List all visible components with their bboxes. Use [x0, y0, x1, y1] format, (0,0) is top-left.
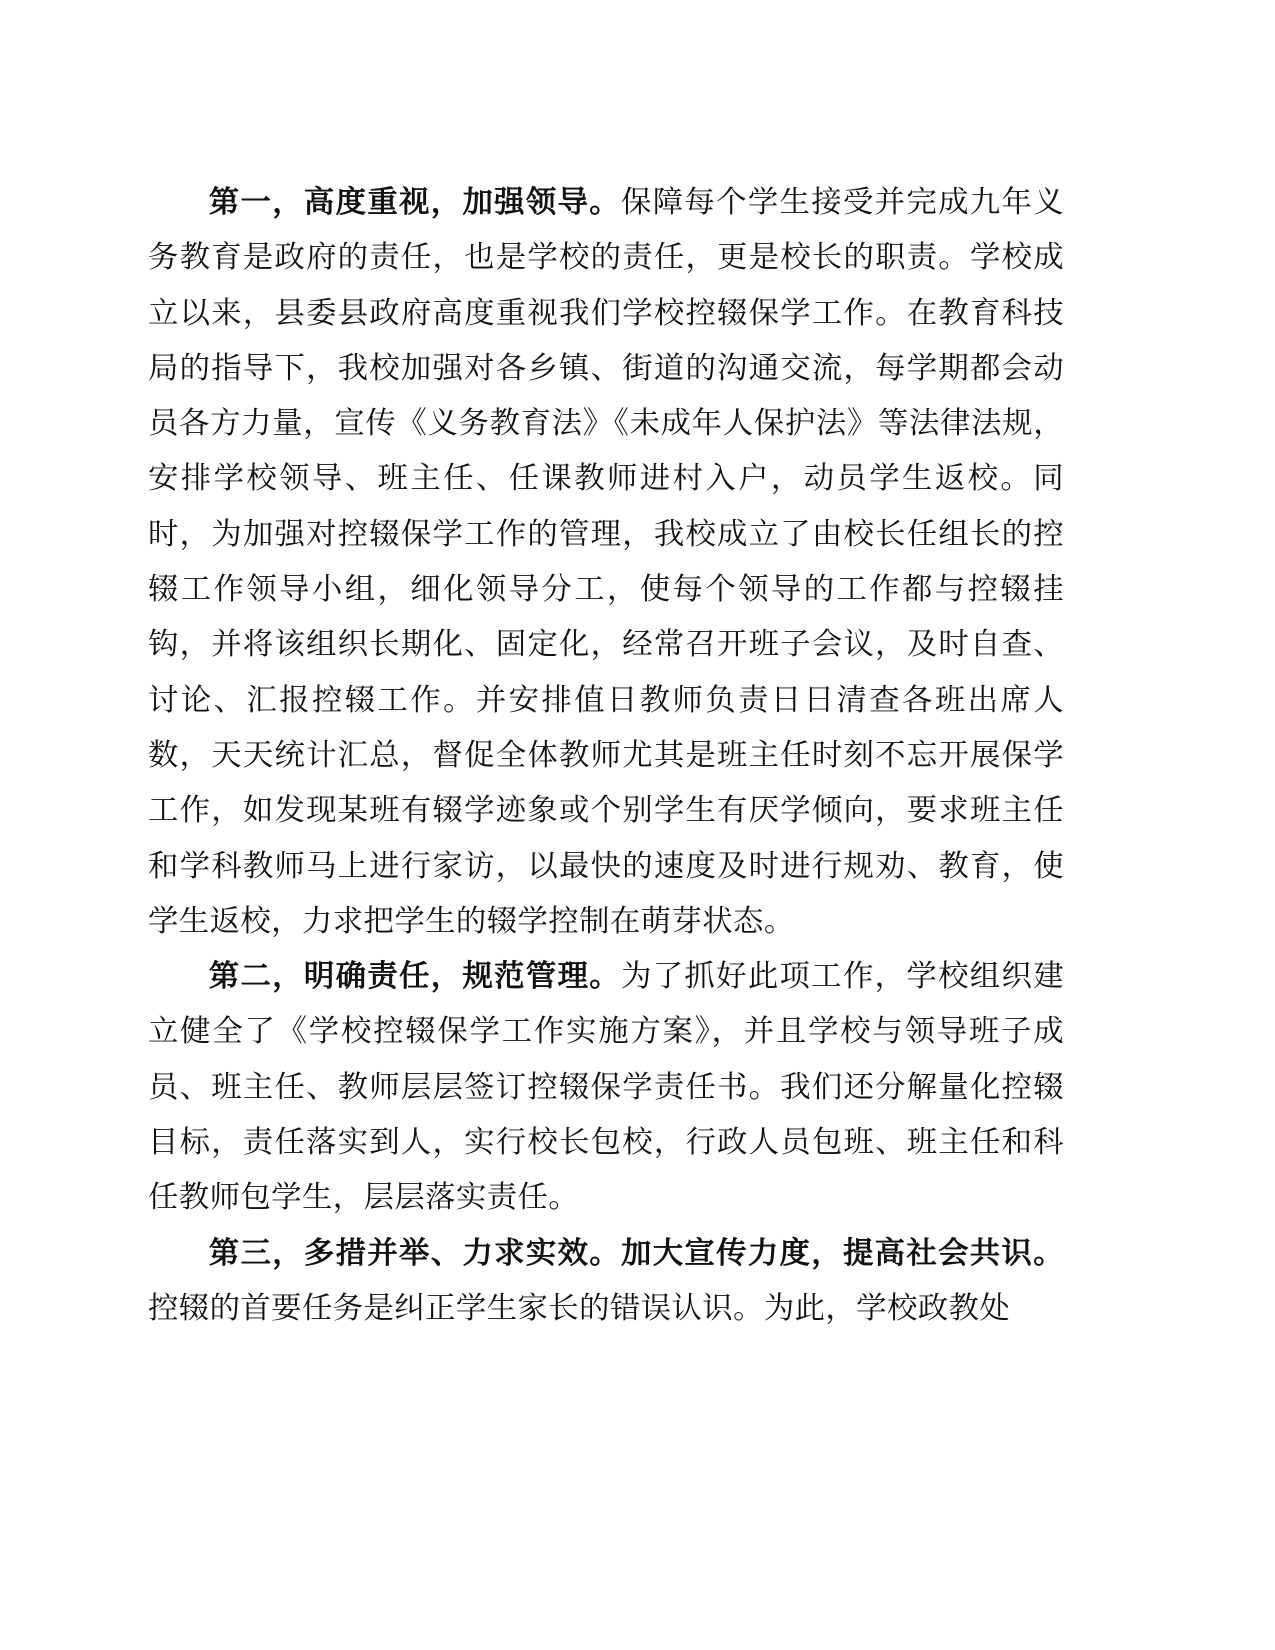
paragraph-1: [148, 175, 1064, 949]
paragraph-2-text: 为了抓好此项工作，学校组织建立健全了《学校控辍保学工作实施方案》，并且学校与领导班子成员、班主任、教师层层签订控辍保学责任书。我们还分解量化控辍目标，责任落实到人，实行校长包校，行政人员包班、班主任和科任教师包学生，层层落实责任。: [148, 959, 1064, 1216]
paragraph-1-text: 保障每个学生接受并完成九年义务教育是政府的责任，也是学校的责任，更是校长的职责。学校成立以来，县委县政府高度重视我们学校控辍保学工作。在教育科技局的指导下，我校加强对各乡镇、街道的沟通交流，每学期都会动员各方力量，宣传《义务教育法》《未成年人保护法》等法律法规，安排学校领导、班主任、任课教师进村入户，动员学生返校。同时，为加强对控辍保学工作的管理，我校成立了由校长任组长的控辍工作领导小组，细化领导分工，使每个领导的工作都与控辍挂钩，并将该组织长期化、固定化，经常召开班子会议，及时自查、讨论、汇报控辍工作。并安排值日教师负责日日清查各班出席人数，天天统计汇总，督促全体教师尤其是班主任时刻不忘开展保学工作，如发现某班有辍学迹象或个别学生有厌学倾向，要求班主任和学科教师马上进行家访，以最快的速度及时进行规劝、教育，使学生返校，力求把学生的辍学控制在萌芽状态。: [148, 185, 1064, 939]
paragraph-1-heading: 第一，高度重视，加强领导。: [208, 184, 621, 220]
paragraph-3-heading: 第三，多措并举、力求实效。加大宣传力度，提高社会共识。: [208, 1234, 1064, 1271]
document-body: [148, 175, 1064, 1336]
paragraph-2-heading: 第二，明确责任，规范管理。: [208, 958, 621, 995]
paragraph-3-text: 控辍的首要任务是纠正学生家长的错误认识。为此，学校政教处: [148, 1290, 1011, 1326]
paragraph-2: [148, 949, 1064, 1225]
paragraph-3: [148, 1226, 1064, 1337]
